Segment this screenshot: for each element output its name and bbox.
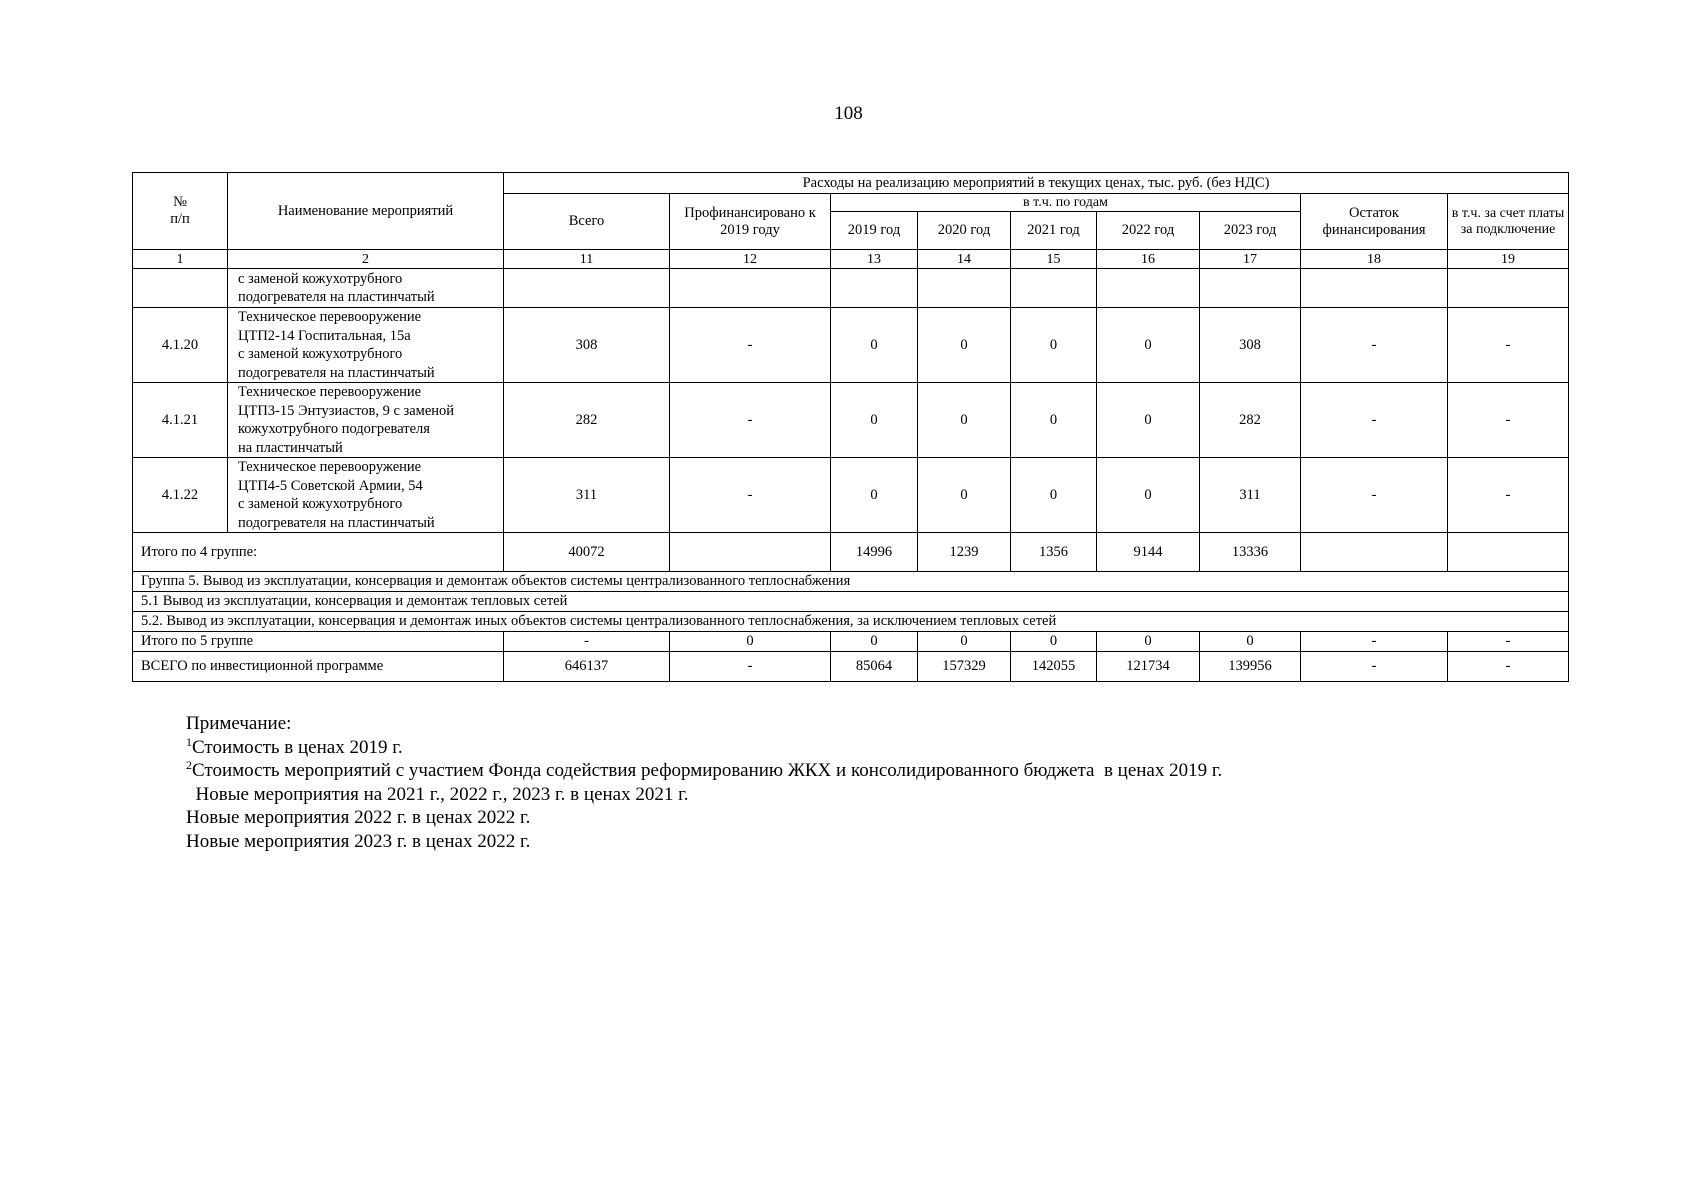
column-number: 19 [1448, 250, 1569, 269]
column-number: 14 [918, 250, 1011, 269]
total-group4-connection [1448, 533, 1569, 572]
grand-total-connection: - [1448, 652, 1569, 682]
col-total-header: Всего [504, 194, 670, 250]
total-group4-total: 40072 [504, 533, 670, 572]
total-group5-2020: 0 [918, 632, 1011, 652]
note-5: Новые мероприятия 2023 г. в ценах 2022 г. [186, 830, 531, 852]
empty-cell [504, 269, 670, 308]
total-group4-2023: 13336 [1200, 533, 1301, 572]
section-5-2-title: 5.2. Вывод из эксплуатации, консервация и демонтаж иных объектов системы централизованного теплоснабжения, за исключением тепловых сетей [133, 612, 1569, 632]
group5-title-row [133, 572, 1569, 592]
row-num: 4.1.21 [133, 383, 228, 458]
total-group4-label: Итого по 4 группе: [133, 533, 504, 572]
col-year-2023-header: 2023 год [1200, 212, 1301, 250]
column-number: 2 [228, 250, 504, 269]
column-number: 12 [670, 250, 831, 269]
grand-total-financed: - [670, 652, 831, 682]
note-4: Новые мероприятия 2022 г. в ценах 2022 г. [186, 807, 531, 828]
table-row [133, 269, 1569, 308]
column-number: 1 [133, 250, 228, 269]
col-remainder-header: Остаток финансирования [1301, 194, 1448, 250]
column-number: 15 [1011, 250, 1097, 269]
row-remainder: - [1301, 383, 1448, 458]
col-expenses-header: Расходы на реализацию мероприятий в текущих ценах, тыс. руб. (без НДС) [504, 173, 1569, 194]
total-group4-2022: 9144 [1097, 533, 1200, 572]
row-2021: 0 [1011, 458, 1097, 533]
col-year-2022-header: 2022 год [1097, 212, 1200, 250]
col-connection-header: в т.ч. за счет платы за подключение [1448, 194, 1569, 250]
page-number: 108 [834, 103, 863, 124]
table-row [133, 308, 1569, 383]
row-2021: 0 [1011, 308, 1097, 383]
col-year-2019-header: 2019 год [831, 212, 918, 250]
row-2023: 282 [1200, 383, 1301, 458]
col-name-header: Наименование мероприятий [228, 173, 504, 250]
row-total: 282 [504, 383, 670, 458]
row-connection: - [1448, 308, 1569, 383]
total-group5-2022: 0 [1097, 632, 1200, 652]
empty-cell [1011, 269, 1097, 308]
total-group5-financed: 0 [670, 632, 831, 652]
row-2019: 0 [831, 308, 918, 383]
note-2 [186, 759, 1222, 783]
grand-total-total: 646137 [504, 652, 670, 682]
row-2022: 0 [1097, 458, 1200, 533]
row-2020: 0 [918, 383, 1011, 458]
table-row [133, 383, 1569, 458]
grand-total-2021: 142055 [1011, 652, 1097, 682]
note-1 [186, 736, 1222, 760]
grand-total-row [133, 652, 1569, 682]
empty-cell [1200, 269, 1301, 308]
total-group5-2023: 0 [1200, 632, 1301, 652]
notes [186, 712, 1222, 853]
column-numbers-row [133, 250, 1569, 269]
note-2-text: Стоимость мероприятий с участием Фонда содействия реформированию ЖКХ и консолидированного бюджета в ценах 2019 г. [192, 760, 1223, 781]
note-1-text: Стоимость в ценах 2019 г. [192, 736, 403, 758]
row-2020: 0 [918, 458, 1011, 533]
row-financed: - [670, 383, 831, 458]
section-5-2-row [133, 612, 1569, 632]
grand-total-remainder: - [1301, 652, 1448, 682]
total-group5-remainder: - [1301, 632, 1448, 652]
total-group4-row [133, 533, 1569, 572]
row-financed: - [670, 458, 831, 533]
total-group5-label: Итого по 5 группе [133, 632, 504, 652]
col-financed-header: Профинансировано к 2019 году [670, 194, 831, 250]
row-2023: 311 [1200, 458, 1301, 533]
section-5-1-title: 5.1 Вывод из эксплуатации, консервация и демонтаж тепловых сетей [133, 592, 1569, 612]
empty-cell [918, 269, 1011, 308]
row-name: Техническое перевооружение ЦТП2-14 Госпитальная, 15а с заменой кожухотрубного подогревателя на пластинчатый [228, 308, 504, 383]
grand-total-2019: 85064 [831, 652, 918, 682]
col-num-header: № п/п [133, 173, 228, 250]
row-num: 4.1.22 [133, 458, 228, 533]
total-group4-2021: 1356 [1011, 533, 1097, 572]
header-row-1 [133, 173, 1569, 194]
row-connection: - [1448, 458, 1569, 533]
col-year-2020-header: 2020 год [918, 212, 1011, 250]
grand-total-2020: 157329 [918, 652, 1011, 682]
row-remainder: - [1301, 308, 1448, 383]
row-2021: 0 [1011, 383, 1097, 458]
total-group5-2021: 0 [1011, 632, 1097, 652]
column-number: 13 [831, 250, 918, 269]
section-5-1-row [133, 592, 1569, 612]
row-name: с заменой кожухотрубного подогревателя на пластинчатый [228, 269, 504, 308]
row-name: Техническое перевооружение ЦТП4-5 Советской Армии, 54 с заменой кожухотрубного подогревателя на пластинчатый [228, 458, 504, 533]
grand-total-2023: 139956 [1200, 652, 1301, 682]
row-num: 4.1.20 [133, 308, 228, 383]
total-group5-2019: 0 [831, 632, 918, 652]
row-connection: - [1448, 383, 1569, 458]
column-number: 17 [1200, 250, 1301, 269]
col-year-2021-header: 2021 год [1011, 212, 1097, 250]
row-2020: 0 [918, 308, 1011, 383]
note-3: Новые мероприятия на 2021 г., 2022 г., 2023 г. в ценах 2021 г. [186, 783, 689, 805]
total-group5-row [133, 632, 1569, 652]
row-2022: 0 [1097, 383, 1200, 458]
empty-cell [1097, 269, 1200, 308]
column-number: 16 [1097, 250, 1200, 269]
column-number: 11 [504, 250, 670, 269]
row-name: Техническое перевооружение ЦТП3-15 Энтузиастов, 9 с заменой кожухотрубного подогревателя на пластинчатый [228, 383, 504, 458]
empty-cell [1448, 269, 1569, 308]
grand-total-2022: 121734 [1097, 652, 1200, 682]
note-2-mark: 2 [186, 758, 192, 772]
row-2019: 0 [831, 458, 918, 533]
row-total: 311 [504, 458, 670, 533]
table-row [133, 458, 1569, 533]
row-total: 308 [504, 308, 670, 383]
empty-cell [670, 269, 831, 308]
total-group5-total: - [504, 632, 670, 652]
grand-total-label: ВСЕГО по инвестиционной программе [133, 652, 504, 682]
empty-cell [1301, 269, 1448, 308]
row-financed: - [670, 308, 831, 383]
total-group4-financed [670, 533, 831, 572]
row-2023: 308 [1200, 308, 1301, 383]
total-group4-2019: 14996 [831, 533, 918, 572]
col-by-years-header: в т.ч. по годам [831, 194, 1301, 212]
empty-cell [831, 269, 918, 308]
row-2019: 0 [831, 383, 918, 458]
row-remainder: - [1301, 458, 1448, 533]
total-group5-connection: - [1448, 632, 1569, 652]
group5-title: Группа 5. Вывод из эксплуатации, консервация и демонтаж объектов системы централизованного теплоснабжения [133, 572, 1569, 592]
total-group4-remainder [1301, 533, 1448, 572]
column-number: 18 [1301, 250, 1448, 269]
total-group4-2020: 1239 [918, 533, 1011, 572]
notes-title: Примечание: [186, 713, 292, 734]
investment-program-table [132, 172, 1569, 682]
note-1-mark: 1 [186, 734, 192, 749]
row-2022: 0 [1097, 308, 1200, 383]
row-num [133, 269, 228, 308]
